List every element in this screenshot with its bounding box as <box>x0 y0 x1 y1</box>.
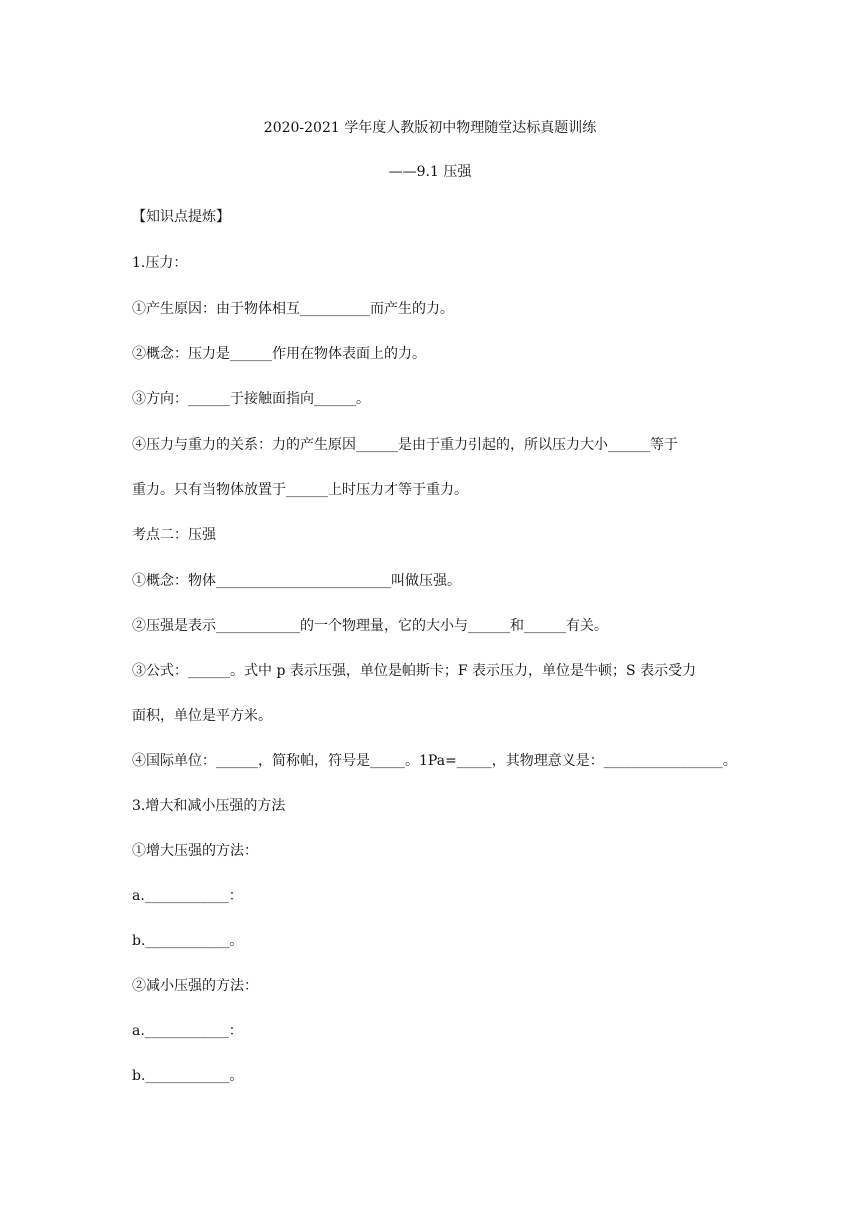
text-line: a.____________： <box>132 1023 243 1039</box>
text-line: ④国际单位：______，简称帕，符号是_____。1Pa=_____，其物理意义是：_________________。 <box>132 753 737 769</box>
document-subtitle: ——9.1 压强 <box>388 164 472 180</box>
text-line: ②减小压强的方法： <box>132 978 258 994</box>
text-line: ③公式：______。式中 p 表示压强，单位是帕斯卡；F 表示压力，单位是牛顿；S 表示受力 <box>132 663 697 679</box>
text-line: ④压力与重力的关系：力的产生原因______是由于重力引起的，所以压力大小______等于 <box>132 437 678 453</box>
text-line: 考点二：压强 <box>132 527 216 543</box>
text-line: ①增大压强的方法： <box>132 843 258 859</box>
text-line: ③方向：______于接触面指向______。 <box>132 391 370 407</box>
text-line: 重力。只有当物体放置于______上时压力才等于重力。 <box>132 482 468 498</box>
text-line: ①产生原因：由于物体相互__________而产生的力。 <box>132 301 454 317</box>
text-line: 1.压力： <box>132 255 188 271</box>
text-line: ②压强是表示____________的一个物理量，它的大小与______和______有关。 <box>132 618 608 634</box>
document-title: 2020-2021 学年度人教版初中物理随堂达标真题训练 <box>263 120 597 136</box>
text-line: ①概念：物体_________________________叫做压强。 <box>132 573 461 589</box>
text-line: a.____________： <box>132 888 243 904</box>
text-line: 面积，单位是平方米。 <box>132 708 272 724</box>
text-line: b.____________。 <box>132 933 244 949</box>
text-line: 3.增大和减小压强的方法 <box>132 798 286 814</box>
section-header: 【知识点提炼】 <box>132 209 230 225</box>
text-line: b.____________。 <box>132 1068 244 1084</box>
text-line: ②概念：压力是______作用在物体表面上的力。 <box>132 346 426 362</box>
